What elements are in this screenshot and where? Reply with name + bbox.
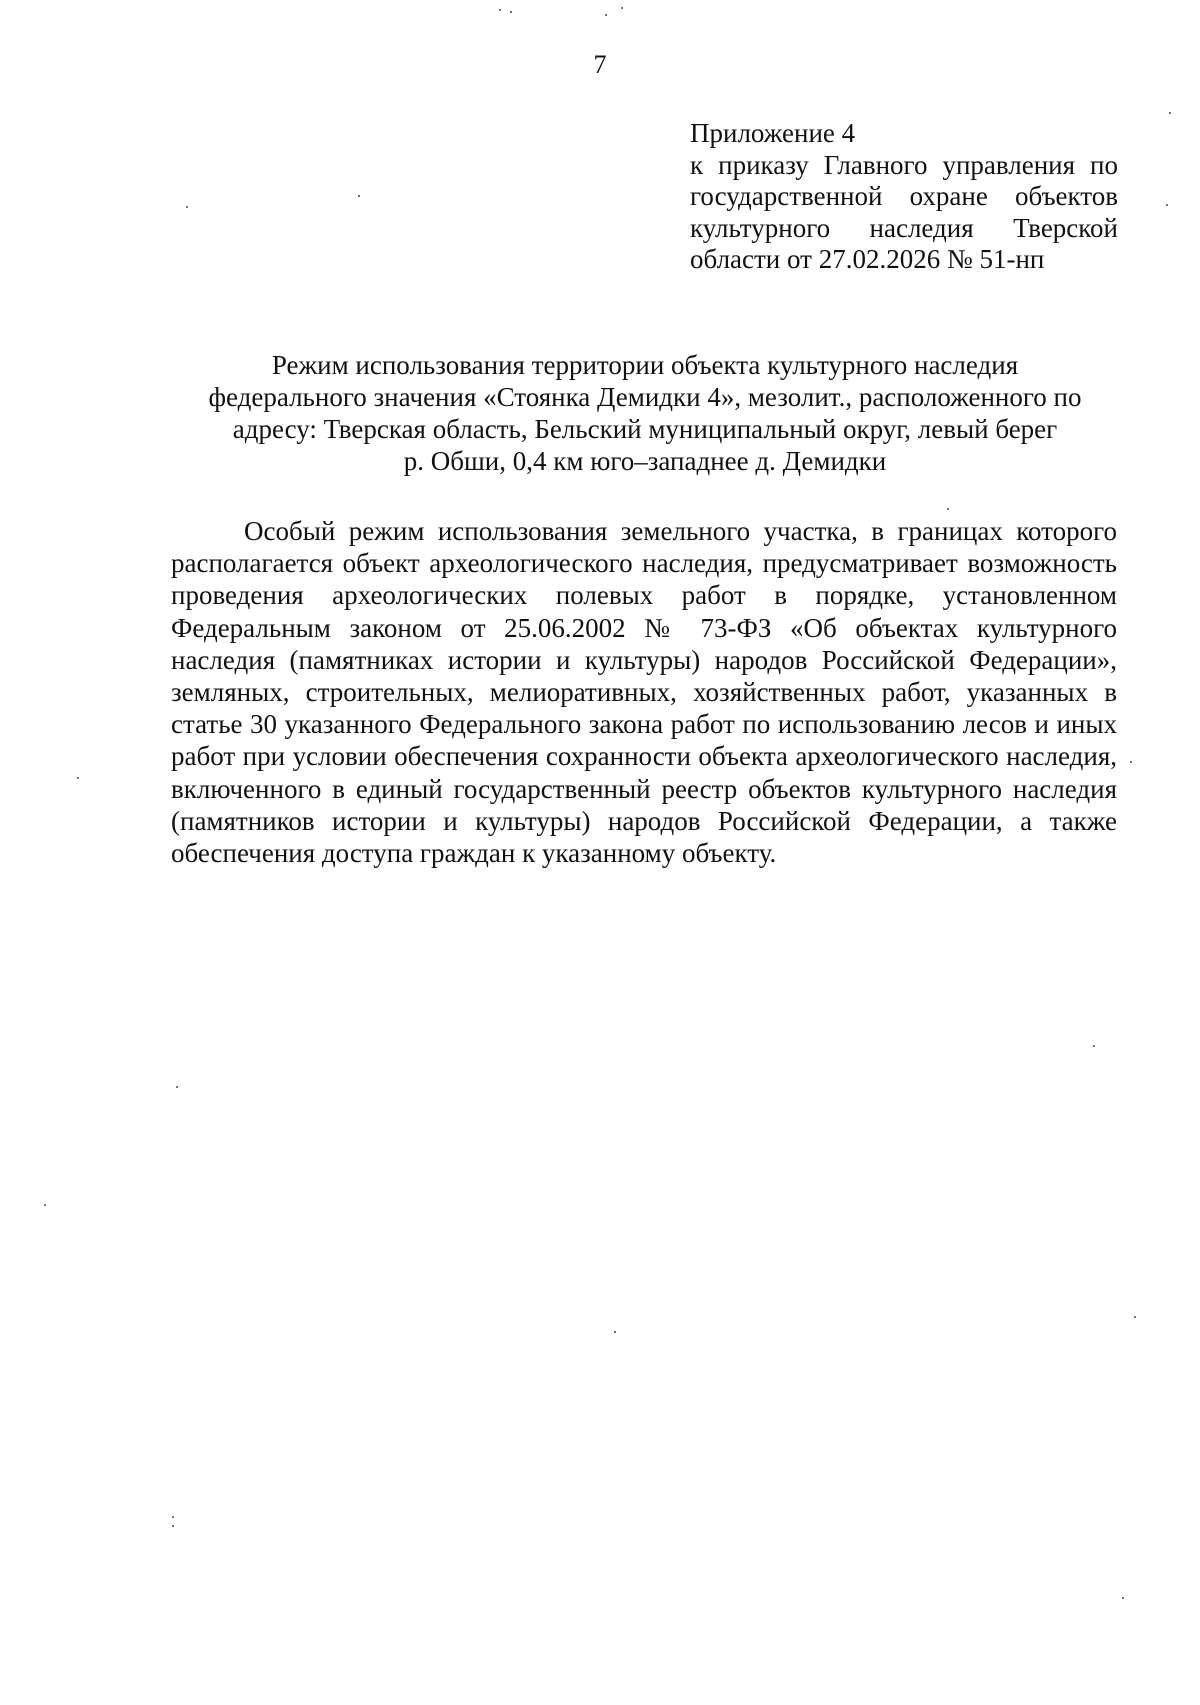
document-heading bbox=[170, 349, 1120, 477]
heading-line: Режим использования территории объекта культурного наследия bbox=[271, 350, 1019, 380]
body-paragraph: Особый режим использования земельного участка, в границах которого располагается объект археологического наследия, предусматривает возможность проведения археологических полевых работ в порядке, установленном Федеральным законом от 25.06.2002 № 73-ФЗ «Об объектах культурного наследия (памятниках истории и культуры) народов Российской Федерации», земляных, строительных, мелиоративных, хозяйственных работ, указанных в статье 30 указанного Федерального закона работ по использованию лесов и иных работ при условии обеспечения сохранности объекта археологического наследия, включенного в единый государственный реестр объектов культурного наследия (памятников истории и культуры) народов Российской Федерации, а также обеспечения доступа граждан к указанному объекту. bbox=[171, 516, 1117, 869]
appendix-text: к приказу Главного управления по государственной охране объектов культурного наследия Тверской области от 27.02.2026 № 51-нп bbox=[690, 149, 1118, 274]
heading-line: р. Обши, 0,4 км юго–западнее д. Демидки bbox=[403, 446, 887, 476]
appendix-title: Приложение 4 bbox=[690, 118, 856, 148]
heading-line: адресу: Тверская область, Бельский муниципальный округ, левый берег bbox=[232, 414, 1058, 444]
heading-line: федерального значения «Стоянка Демидки 4», мезолит., расположенного по bbox=[208, 382, 1082, 412]
page-number: 7 bbox=[593, 50, 607, 79]
appendix-block bbox=[690, 118, 1118, 276]
